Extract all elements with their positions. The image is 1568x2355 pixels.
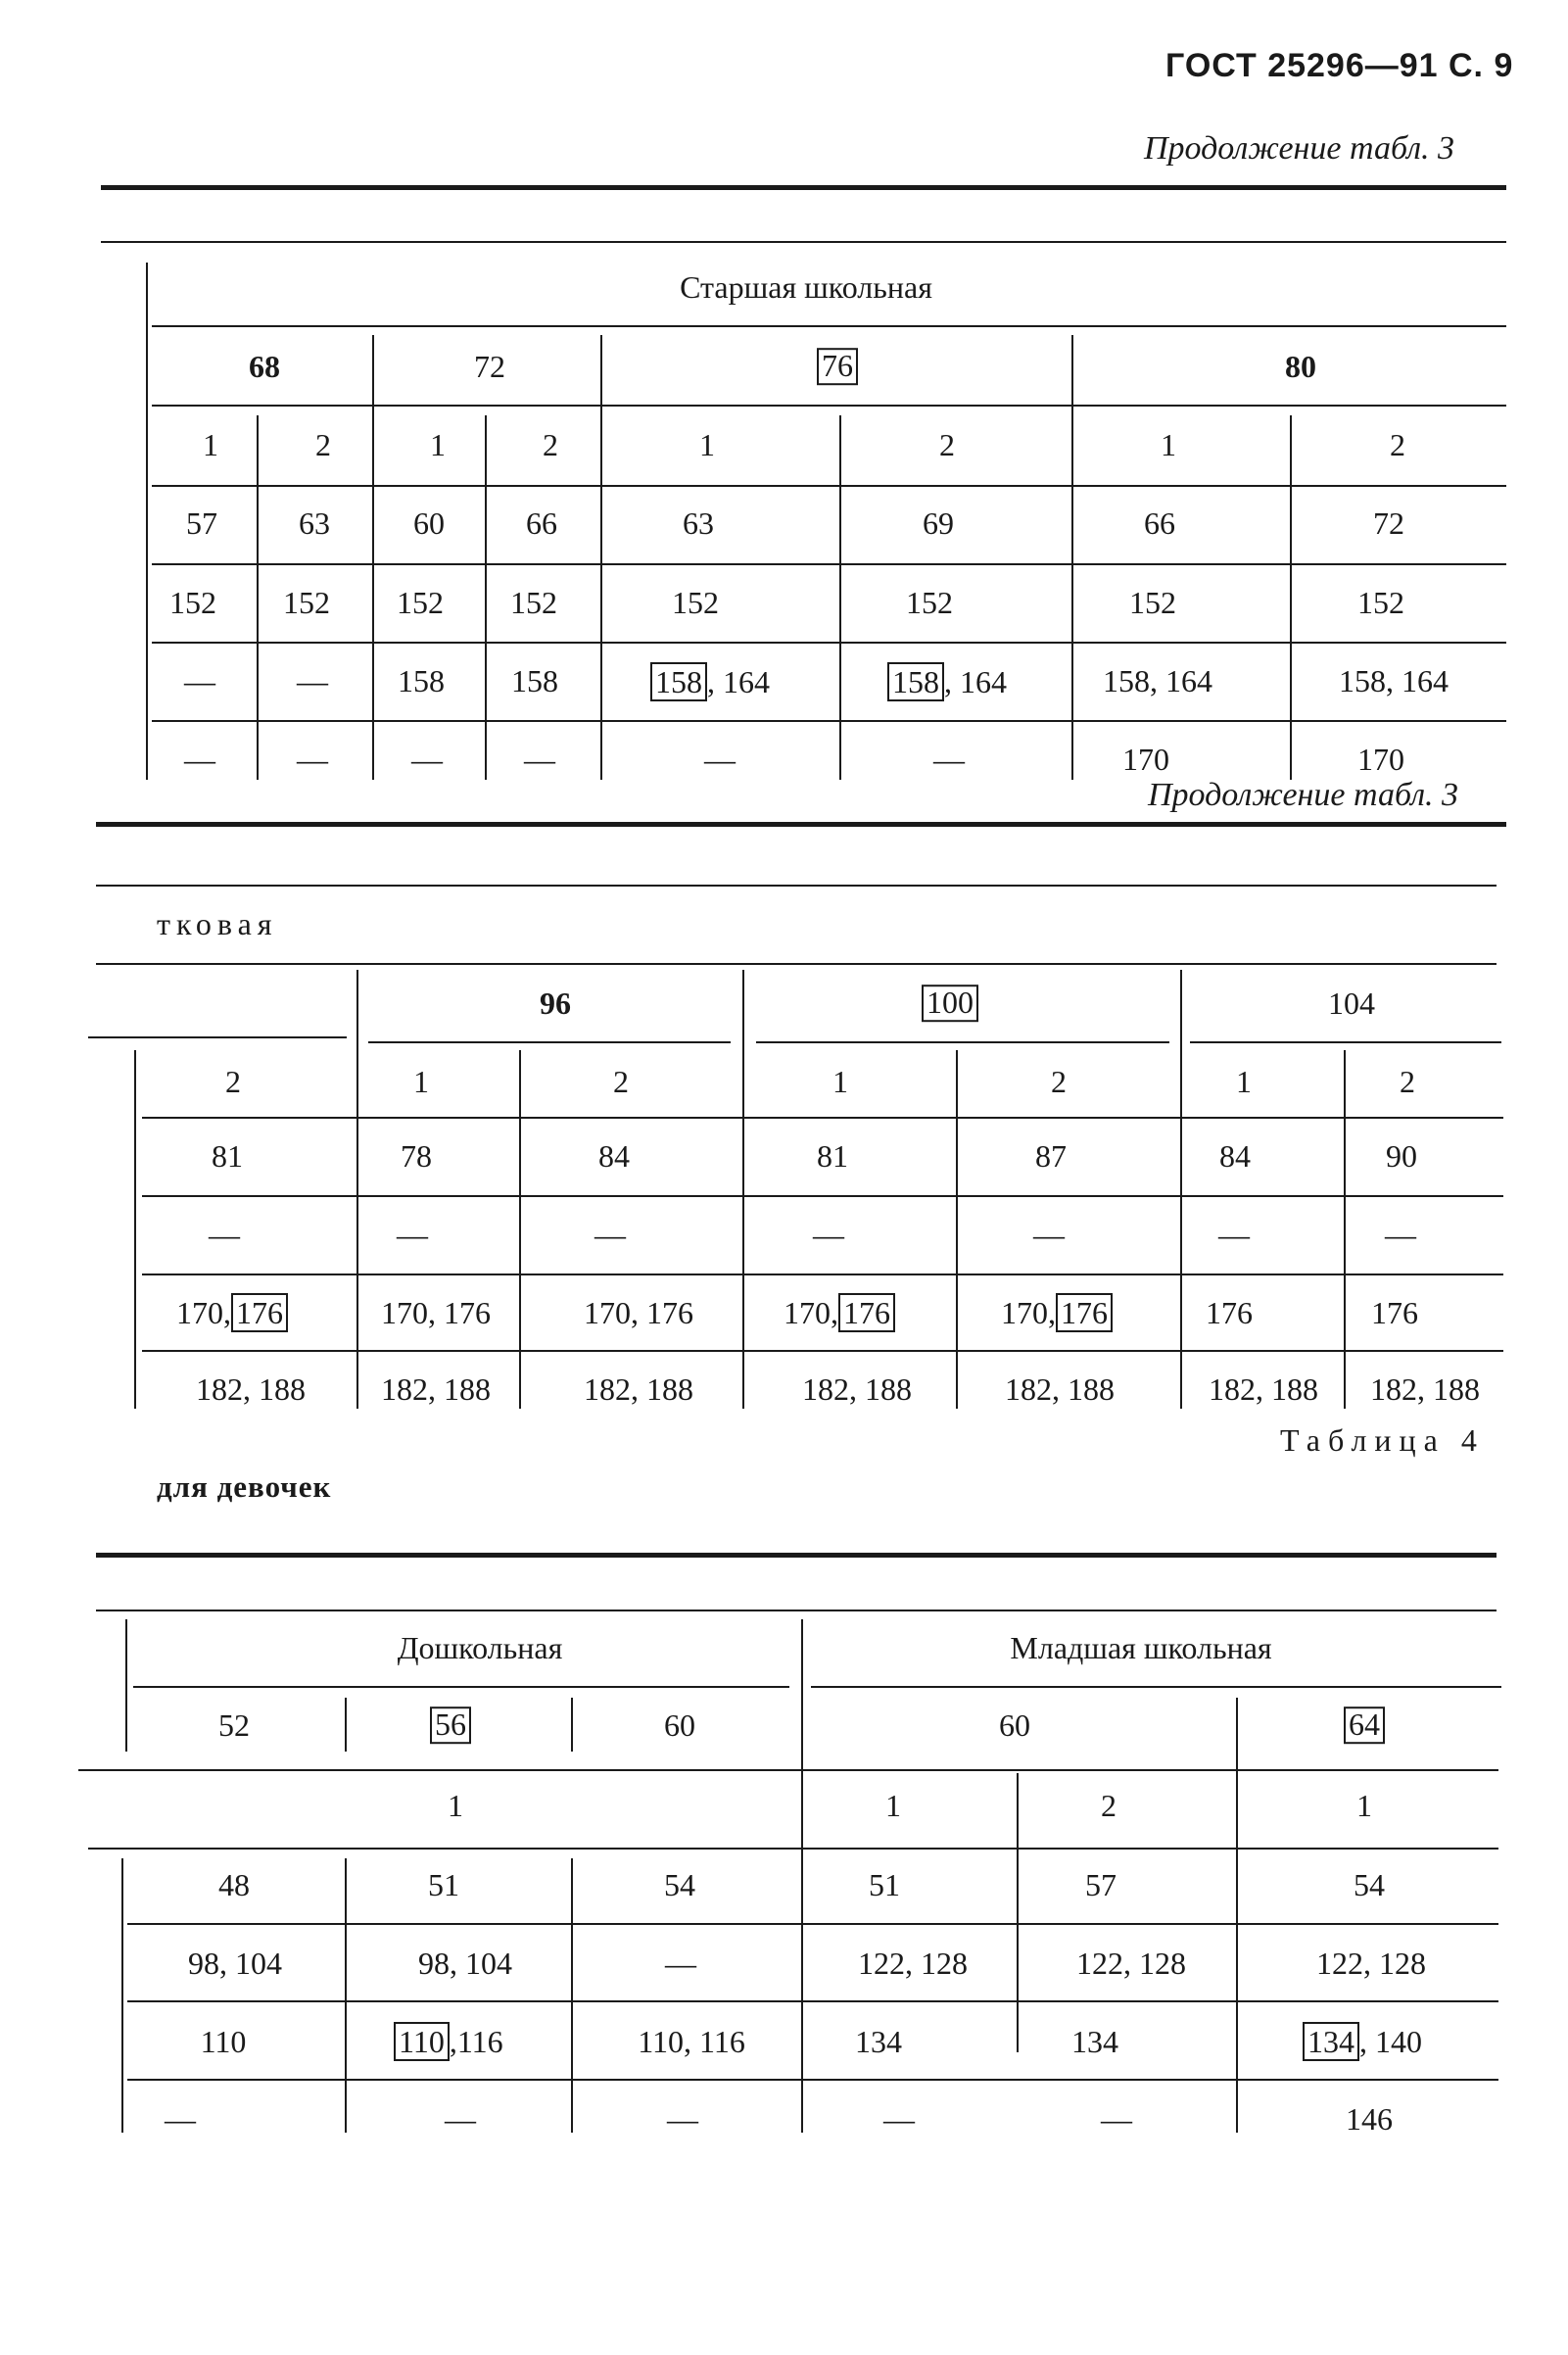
table-cell: — xyxy=(813,1217,844,1252)
subsize-header: 2 xyxy=(1051,1064,1067,1099)
rule xyxy=(127,1923,1498,1925)
size-header-boxed: 100 xyxy=(922,985,978,1022)
rule xyxy=(152,642,1506,644)
table-cell: 158, 164 xyxy=(1339,663,1449,698)
table-cell: 152 xyxy=(672,585,719,620)
rule xyxy=(152,485,1506,487)
document-code: ГОСТ 25296—91 С. 9 xyxy=(1165,47,1514,84)
table-cell: 90 xyxy=(1386,1138,1417,1174)
table-cell: — xyxy=(665,1946,696,1981)
subsize-header: 1 xyxy=(885,1788,901,1823)
rule xyxy=(142,1274,1503,1275)
cell-suffix: , 140 xyxy=(1359,2024,1422,2059)
column-divider xyxy=(345,1698,347,1752)
rule xyxy=(88,1036,347,1038)
subsize-header: 2 xyxy=(315,427,331,462)
table-cell: 134 xyxy=(855,2024,902,2059)
table-cell xyxy=(887,664,1007,700)
cell-suffix: ,116 xyxy=(449,2024,503,2059)
table-cell xyxy=(394,2024,503,2060)
table-cell: — xyxy=(524,742,555,777)
rule xyxy=(142,1350,1503,1352)
cell-prefix: 170, xyxy=(1001,1295,1056,1330)
column-divider xyxy=(146,263,148,780)
table-cell: — xyxy=(933,742,965,777)
size-header-boxed: 64 xyxy=(1344,1706,1385,1744)
column-divider xyxy=(1290,415,1292,780)
rule xyxy=(88,1848,1498,1850)
group-title-junior: Младшая школьная xyxy=(1010,1630,1272,1665)
subsize-header: 1 xyxy=(413,1064,429,1099)
continuation-label-1: Продолжение табл. 3 xyxy=(1144,130,1455,167)
column-divider xyxy=(956,1050,958,1409)
size-header: 72 xyxy=(474,349,505,384)
table-cell: 176 xyxy=(1371,1295,1418,1330)
group-title-preschool: Дошкольная xyxy=(397,1630,563,1665)
table-cell: 51 xyxy=(428,1867,459,1902)
subsize-header: 1 xyxy=(430,427,446,462)
table-cell: 78 xyxy=(401,1138,432,1174)
rule xyxy=(152,563,1506,565)
table-cell: 152 xyxy=(1357,585,1404,620)
column-divider xyxy=(801,1619,803,2133)
table-cell: 176 xyxy=(1206,1295,1253,1330)
column-divider xyxy=(1236,1698,1238,2133)
table-cell: 110 xyxy=(200,2024,247,2059)
table-cell: 182, 188 xyxy=(1209,1371,1318,1407)
table-cell: 158, 164 xyxy=(1103,663,1212,698)
size-header: 80 xyxy=(1285,349,1316,384)
subsize-header: 1 xyxy=(1161,427,1176,462)
subsize-header: 1 xyxy=(1236,1064,1252,1099)
table-cell: 110, 116 xyxy=(638,2024,745,2059)
table-cell: 170, 176 xyxy=(584,1295,693,1330)
rule xyxy=(152,325,1506,327)
rule xyxy=(127,2000,1498,2002)
table-cell: 182, 188 xyxy=(584,1371,693,1407)
column-divider xyxy=(485,415,487,780)
table-cell: 146 xyxy=(1346,2101,1393,2137)
table-cell: 152 xyxy=(397,585,444,620)
column-divider xyxy=(257,415,259,780)
table-cell: 122, 128 xyxy=(858,1946,968,1981)
column-divider xyxy=(571,1698,573,1752)
table-cell: — xyxy=(165,2101,196,2137)
table-cell: 170 xyxy=(1357,742,1404,777)
column-divider xyxy=(1017,1773,1019,2052)
table-cell: — xyxy=(184,742,215,777)
column-divider xyxy=(345,1858,347,2133)
rule xyxy=(96,963,1497,965)
table-cell: 54 xyxy=(1354,1867,1385,1902)
table-cell: — xyxy=(445,2101,476,2137)
table-cell: 170, 176 xyxy=(381,1295,491,1330)
table-cell xyxy=(1001,1295,1113,1331)
table-cell: — xyxy=(1218,1217,1250,1252)
table-cell xyxy=(1303,2024,1422,2060)
cell-suffix: , 164 xyxy=(707,664,770,699)
table-cell: — xyxy=(1033,1217,1065,1252)
column-divider xyxy=(600,335,602,780)
table-cell: 81 xyxy=(212,1138,243,1174)
table-cell: — xyxy=(1101,2101,1132,2137)
rule xyxy=(142,1195,1503,1197)
table-cell xyxy=(784,1295,895,1331)
column-divider xyxy=(121,1858,123,2133)
size-header-boxed: 76 xyxy=(817,348,858,385)
table-cell: 69 xyxy=(923,505,954,541)
table-cell: 57 xyxy=(186,505,217,541)
column-divider xyxy=(839,415,841,780)
rule xyxy=(152,720,1506,722)
table-cell: 182, 188 xyxy=(1005,1371,1115,1407)
subsize-header: 2 xyxy=(1101,1788,1117,1823)
table-cell: 60 xyxy=(413,505,445,541)
cell-suffix: , 164 xyxy=(944,664,1007,699)
subsize-header: 1 xyxy=(203,427,218,462)
rule xyxy=(127,2079,1498,2081)
rule xyxy=(96,1553,1497,1558)
table-cell: 57 xyxy=(1085,1867,1117,1902)
table-subtitle: для девочек xyxy=(157,1469,332,1504)
table-cell: 84 xyxy=(598,1138,630,1174)
column-divider xyxy=(356,970,358,1409)
table-cell xyxy=(176,1295,288,1331)
table-cell: 152 xyxy=(1129,585,1176,620)
size-header: 60 xyxy=(664,1707,695,1743)
subsize-header: 2 xyxy=(1390,427,1405,462)
rule xyxy=(96,885,1497,887)
table-cell: 182, 188 xyxy=(1370,1371,1480,1407)
table-cell: 54 xyxy=(664,1867,695,1902)
table-cell: 87 xyxy=(1035,1138,1067,1174)
subsize-header: 2 xyxy=(613,1064,629,1099)
rule xyxy=(101,185,1506,190)
column-divider xyxy=(125,1619,127,1752)
fragment-label: тковая xyxy=(157,906,278,941)
table-cell: — xyxy=(184,663,215,698)
subsize-header: 2 xyxy=(939,427,955,462)
table-cell: — xyxy=(1385,1217,1416,1252)
table-cell: 81 xyxy=(817,1138,848,1174)
subsize-header: 2 xyxy=(1400,1064,1415,1099)
subsize-header: 1 xyxy=(448,1788,463,1823)
table-cell: 152 xyxy=(510,585,557,620)
table-cell: 158 xyxy=(398,663,445,698)
cell-prefix: 170, xyxy=(176,1295,231,1330)
size-header: 68 xyxy=(249,349,280,384)
table-cell xyxy=(650,664,770,700)
boxed-value: 176 xyxy=(1056,1293,1113,1332)
table-cell: 122, 128 xyxy=(1076,1946,1186,1981)
table-cell: 158 xyxy=(511,663,558,698)
table-cell: 66 xyxy=(526,505,557,541)
column-divider xyxy=(1180,970,1182,1409)
table-cell: 152 xyxy=(906,585,953,620)
size-header: 96 xyxy=(540,985,571,1021)
subsize-header: 1 xyxy=(1356,1788,1372,1823)
table-cell: 182, 188 xyxy=(196,1371,306,1407)
table-cell: 48 xyxy=(218,1867,250,1902)
table-cell: 182, 188 xyxy=(802,1371,912,1407)
rule xyxy=(756,1041,1169,1043)
table-cell: 66 xyxy=(1144,505,1175,541)
table-cell: 122, 128 xyxy=(1316,1946,1426,1981)
table-cell: — xyxy=(411,742,443,777)
table-cell: — xyxy=(594,1217,626,1252)
boxed-value: 158 xyxy=(887,662,944,701)
rule xyxy=(133,1686,789,1688)
subsize-header: 2 xyxy=(225,1064,241,1099)
table-cell: 134 xyxy=(1071,2024,1118,2059)
table-cell: — xyxy=(883,2101,915,2137)
boxed-value: 110 xyxy=(394,2022,450,2061)
boxed-value: 176 xyxy=(231,1293,288,1332)
column-divider xyxy=(372,335,374,780)
column-divider xyxy=(742,970,744,1409)
cell-prefix: 170, xyxy=(784,1295,838,1330)
table-cell: — xyxy=(667,2101,698,2137)
size-header-boxed: 56 xyxy=(430,1706,471,1744)
subsize-header: 2 xyxy=(543,427,558,462)
subsize-header: 1 xyxy=(699,427,715,462)
rule xyxy=(96,822,1506,827)
subsize-header: 1 xyxy=(832,1064,848,1099)
column-divider xyxy=(1344,1050,1346,1409)
table-cell: — xyxy=(397,1217,428,1252)
table-cell: 170 xyxy=(1122,742,1169,777)
table-cell: — xyxy=(704,742,736,777)
size-header: 104 xyxy=(1328,985,1375,1021)
table-cell: 72 xyxy=(1373,505,1404,541)
column-divider xyxy=(134,1050,136,1409)
column-divider xyxy=(519,1050,521,1409)
boxed-value: 176 xyxy=(838,1293,895,1332)
table-cell: 152 xyxy=(283,585,330,620)
table-cell: 84 xyxy=(1219,1138,1251,1174)
column-divider xyxy=(1071,335,1073,780)
table-cell: 63 xyxy=(683,505,714,541)
rule xyxy=(96,1610,1497,1611)
table-cell: 182, 188 xyxy=(381,1371,491,1407)
rule xyxy=(1190,1041,1501,1043)
table-cell: — xyxy=(297,663,328,698)
size-header: 52 xyxy=(218,1707,250,1743)
rule xyxy=(78,1769,1498,1771)
rule xyxy=(142,1117,1503,1119)
rule xyxy=(101,241,1506,243)
group-title: Старшая школьная xyxy=(680,269,932,305)
table-cell: 51 xyxy=(869,1867,900,1902)
table-label: Таблица 4 xyxy=(1280,1422,1485,1458)
table-cell: — xyxy=(209,1217,240,1252)
table-cell: 98, 104 xyxy=(188,1946,282,1981)
table-cell: 152 xyxy=(169,585,216,620)
rule xyxy=(811,1686,1501,1688)
column-divider xyxy=(571,1858,573,2133)
continuation-label-2: Продолжение табл. 3 xyxy=(1148,777,1459,813)
size-header: 60 xyxy=(999,1707,1030,1743)
boxed-value: 158 xyxy=(650,662,707,701)
rule xyxy=(368,1041,731,1043)
table-cell: 98, 104 xyxy=(418,1946,512,1981)
table-cell: 63 xyxy=(299,505,330,541)
rule xyxy=(152,405,1506,407)
table-cell: — xyxy=(297,742,328,777)
boxed-value: 134 xyxy=(1303,2022,1359,2061)
